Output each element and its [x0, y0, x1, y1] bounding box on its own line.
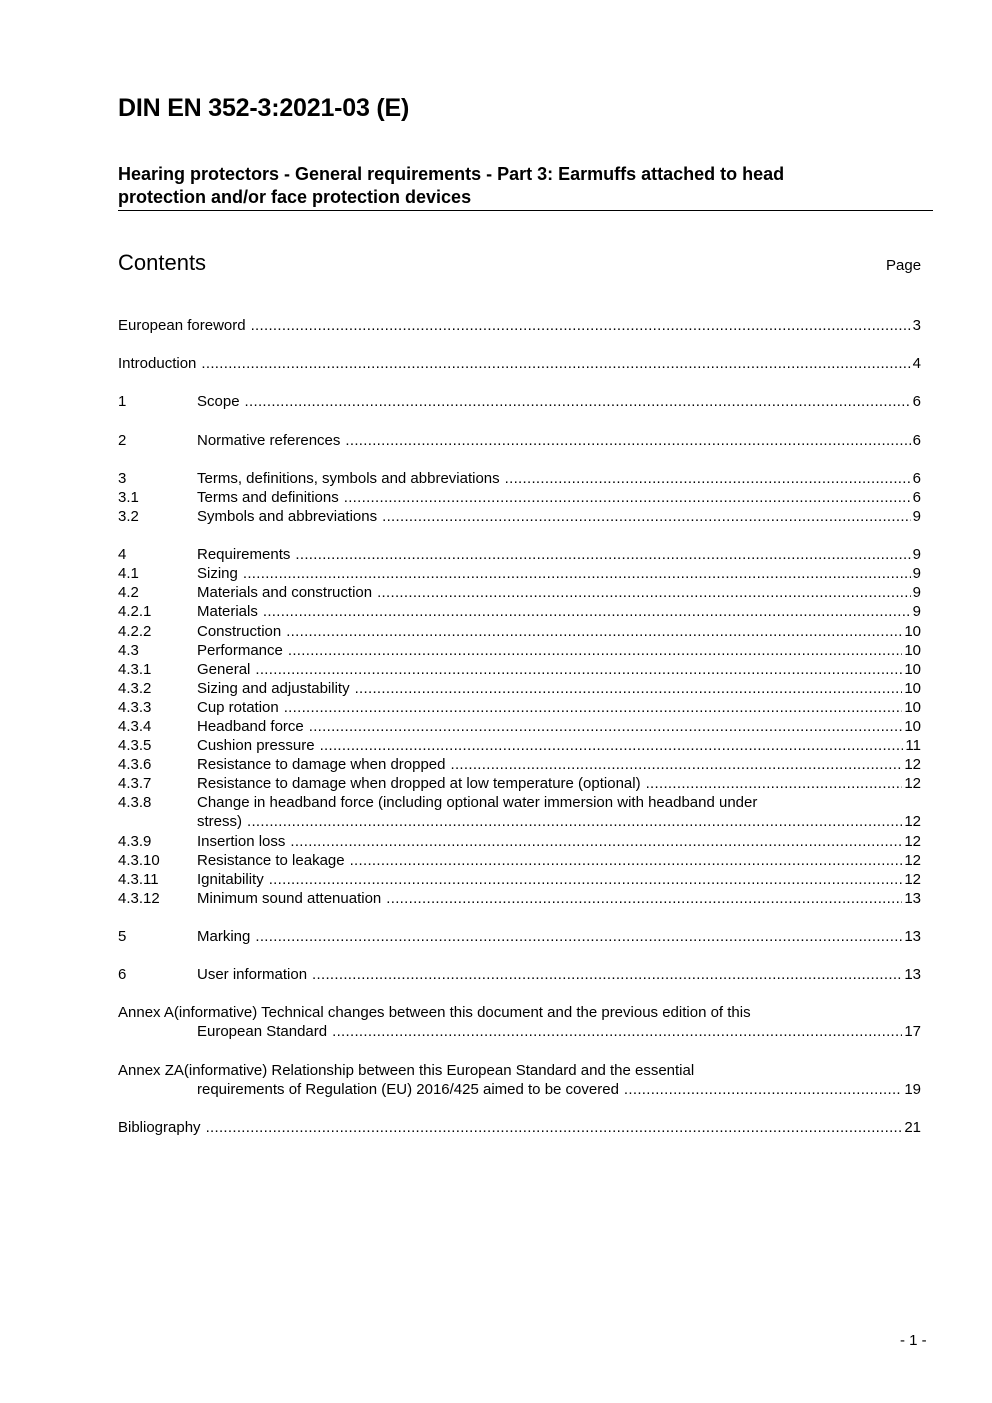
toc-title: Resistance to damage when dropped	[197, 756, 446, 774]
toc-entry-annex-za-continued[interactable]	[118, 1080, 921, 1099]
toc-entry-4-3-1[interactable]	[118, 660, 921, 679]
dot-leader	[309, 717, 903, 736]
toc-number: 4.3.12	[118, 889, 160, 907]
toc-title: General	[197, 660, 251, 678]
toc-page: 9	[912, 603, 921, 621]
toc-title: User information	[197, 966, 308, 984]
page-column-heading: Page	[886, 257, 922, 274]
dot-leader	[377, 583, 911, 602]
toc-entry-annex-za[interactable]	[118, 1061, 921, 1080]
toc-entry-2[interactable]	[118, 431, 921, 450]
toc-entry-4-3-7[interactable]	[118, 774, 921, 793]
toc-entry-foreword[interactable]	[118, 316, 921, 335]
toc-page: 19	[904, 1080, 921, 1098]
dot-leader	[505, 469, 911, 488]
document-title-line2: protection and/or face protection devices	[118, 187, 472, 207]
toc-title: Terms and definitions	[197, 488, 339, 506]
toc-title: Sizing and adjustability	[197, 679, 350, 697]
toc-entry-4-3-12[interactable]	[118, 889, 921, 908]
toc-number: 5	[118, 928, 127, 945]
toc-entry-introduction[interactable]	[118, 354, 921, 373]
toc-page: 10	[904, 660, 921, 678]
toc-entry-4-2-2[interactable]	[118, 622, 921, 641]
toc-page: 12	[904, 813, 921, 831]
toc-entry-4-3-9[interactable]	[118, 832, 921, 851]
toc-entry-4-3-6[interactable]	[118, 755, 921, 774]
dot-leader	[206, 1118, 903, 1137]
toc-page: 12	[904, 775, 921, 793]
toc-number: 4.3.7	[118, 775, 152, 793]
dot-leader	[255, 927, 902, 946]
toc-entry-4-3-8[interactable]	[118, 793, 921, 812]
dot-leader	[355, 679, 903, 698]
toc-page: 6	[912, 469, 921, 487]
toc-number: 3	[118, 469, 127, 487]
toc-number: 4.3.5	[118, 737, 152, 755]
toc-page: 10	[904, 717, 921, 735]
toc-page: 6	[912, 431, 921, 449]
toc-page: 12	[904, 756, 921, 774]
toc-title: Ignitability	[197, 870, 264, 888]
toc-entry-4-3-11[interactable]	[118, 870, 921, 889]
toc-page: 10	[904, 641, 921, 659]
dot-leader	[288, 641, 902, 660]
toc-title: Scope	[197, 393, 240, 411]
dot-leader	[344, 488, 911, 507]
toc-page: 9	[912, 565, 921, 583]
table-of-contents	[118, 316, 921, 1137]
dot-leader	[320, 736, 904, 755]
toc-entry-5[interactable]	[118, 927, 921, 946]
dot-leader	[646, 774, 903, 793]
toc-title: Materials	[197, 603, 258, 621]
toc-title-line2: European Standard	[197, 1023, 328, 1041]
toc-page: 10	[904, 679, 921, 697]
document-title-line1: Hearing protectors - General requirements - Part 3: Earmuffs attached to head	[118, 164, 785, 184]
toc-entry-4-1[interactable]	[118, 564, 921, 583]
toc-number: 4.3	[118, 641, 139, 659]
toc-entry-1[interactable]	[118, 392, 921, 411]
dot-leader	[255, 660, 902, 679]
toc-title: Cup rotation	[197, 698, 279, 716]
dot-leader	[243, 564, 911, 583]
dot-leader	[451, 755, 903, 774]
dot-leader	[312, 965, 902, 984]
toc-entry-4-3[interactable]	[118, 641, 921, 660]
toc-entry-4-3-10[interactable]	[118, 851, 921, 870]
dot-leader	[345, 431, 910, 450]
dot-leader	[332, 1022, 902, 1041]
toc-number: 1	[118, 393, 127, 411]
toc-number: 2	[118, 431, 127, 449]
toc-title: Symbols and abbreviations	[197, 507, 378, 525]
toc-entry-bibliography[interactable]	[118, 1118, 921, 1137]
toc-number: 4.1	[118, 565, 139, 583]
toc-number: 4.2	[118, 584, 139, 602]
toc-entry-4-3-8-continued[interactable]	[118, 812, 921, 831]
toc-number: 4.3.11	[118, 870, 159, 888]
toc-number: 4.3.1	[118, 660, 152, 678]
toc-page: 17	[904, 1023, 921, 1041]
toc-number: 3.2	[118, 507, 139, 525]
toc-page: 9	[912, 507, 921, 525]
toc-page: 11	[905, 737, 921, 755]
toc-entry-3-2[interactable]	[118, 507, 921, 526]
dot-leader	[386, 889, 902, 908]
toc-entry-4-3-3[interactable]	[118, 698, 921, 717]
dot-leader	[382, 507, 911, 526]
toc-page: 6	[912, 488, 921, 506]
toc-number: 4.3.6	[118, 756, 152, 774]
toc-entry-4-3-4[interactable]	[118, 717, 921, 736]
toc-page: 6	[912, 393, 921, 411]
dot-leader	[247, 812, 902, 831]
toc-entry-annex-a[interactable]	[118, 1003, 921, 1022]
toc-number: 4.3.2	[118, 679, 152, 697]
toc-number: 4.3.8	[118, 794, 152, 812]
toc-page: 3	[912, 317, 921, 334]
dot-leader	[286, 622, 902, 641]
document-title	[118, 163, 933, 211]
toc-title: Terms, definitions, symbols and abbreviations	[197, 469, 500, 487]
toc-number: 4.3.10	[118, 851, 160, 869]
toc-entry-4[interactable]	[118, 545, 921, 564]
dot-leader	[290, 832, 902, 851]
dot-leader	[295, 545, 910, 564]
toc-page: 10	[904, 698, 921, 716]
toc-number: 6	[118, 966, 127, 984]
toc-number: 3.1	[118, 488, 139, 506]
toc-title: Insertion loss	[197, 832, 286, 850]
toc-entry-3[interactable]	[118, 469, 921, 488]
toc-entry-annex-a-continued[interactable]	[118, 1022, 921, 1041]
toc-title-line1: Change in headband force (including optional water immersion with headband under	[197, 794, 758, 812]
toc-title: Marking	[197, 928, 251, 945]
toc-title: Materials and construction	[197, 584, 373, 602]
toc-page: 9	[912, 584, 921, 602]
toc-title: Requirements	[197, 546, 291, 564]
dot-leader	[284, 698, 903, 717]
toc-number: 4.2.1	[118, 603, 152, 621]
dot-leader	[350, 851, 903, 870]
document-id: DIN EN 352-3:2021-03 (E)	[118, 94, 410, 122]
toc-number: 4.3.4	[118, 717, 152, 735]
toc-entry-4-2[interactable]	[118, 583, 921, 602]
toc-number: 4.2.2	[118, 622, 152, 640]
toc-page: 21	[904, 1118, 921, 1136]
toc-page: 13	[904, 889, 921, 907]
toc-entry-3-1[interactable]	[118, 488, 921, 507]
dot-leader	[624, 1080, 902, 1099]
toc-title: Normative references	[197, 431, 341, 449]
toc-page: 12	[904, 832, 921, 850]
toc-title: European foreword	[118, 317, 246, 334]
toc-number: 4.3.3	[118, 698, 152, 716]
toc-page: 12	[904, 870, 921, 888]
toc-page: 13	[904, 966, 921, 984]
toc-page: 4	[912, 355, 921, 373]
toc-title: Bibliography	[118, 1118, 201, 1136]
toc-title: Performance	[197, 641, 283, 659]
dot-leader	[263, 602, 911, 621]
dot-leader	[245, 392, 911, 411]
toc-page: 10	[904, 622, 921, 640]
toc-number: 4	[118, 546, 127, 564]
toc-title: Resistance to leakage	[197, 851, 345, 869]
dot-leader	[251, 316, 911, 335]
toc-entry-6[interactable]	[118, 965, 921, 984]
page-number: - 1 -	[900, 1332, 927, 1349]
toc-entry-4-2-1[interactable]	[118, 602, 921, 621]
toc-title: Resistance to damage when dropped at low temperature (optional)	[197, 775, 641, 793]
dot-leader	[201, 354, 910, 373]
toc-title: Cushion pressure	[197, 737, 315, 755]
toc-title: Minimum sound attenuation	[197, 889, 382, 907]
toc-page: 9	[912, 546, 921, 564]
toc-title-line1: Annex ZA(informative) Relationship between this European Standard and the essential	[118, 1061, 695, 1079]
toc-page: 12	[904, 851, 921, 869]
toc-title: Sizing	[197, 565, 238, 583]
toc-title-line2: stress)	[197, 813, 242, 831]
toc-title-line2: requirements of Regulation (EU) 2016/425 aimed to be covered	[197, 1080, 619, 1098]
toc-title: Construction	[197, 622, 282, 640]
toc-number: 4.3.9	[118, 832, 152, 850]
toc-entry-4-3-2[interactable]	[118, 679, 921, 698]
dot-leader	[269, 870, 903, 889]
toc-entry-4-3-5[interactable]	[118, 736, 921, 755]
contents-heading: Contents	[118, 250, 207, 275]
toc-title: Introduction	[118, 355, 197, 373]
toc-page: 13	[904, 928, 921, 945]
toc-title-line1: Annex A(informative) Technical changes between this document and the previous edition of this	[118, 1004, 751, 1022]
toc-title: Headband force	[197, 717, 304, 735]
